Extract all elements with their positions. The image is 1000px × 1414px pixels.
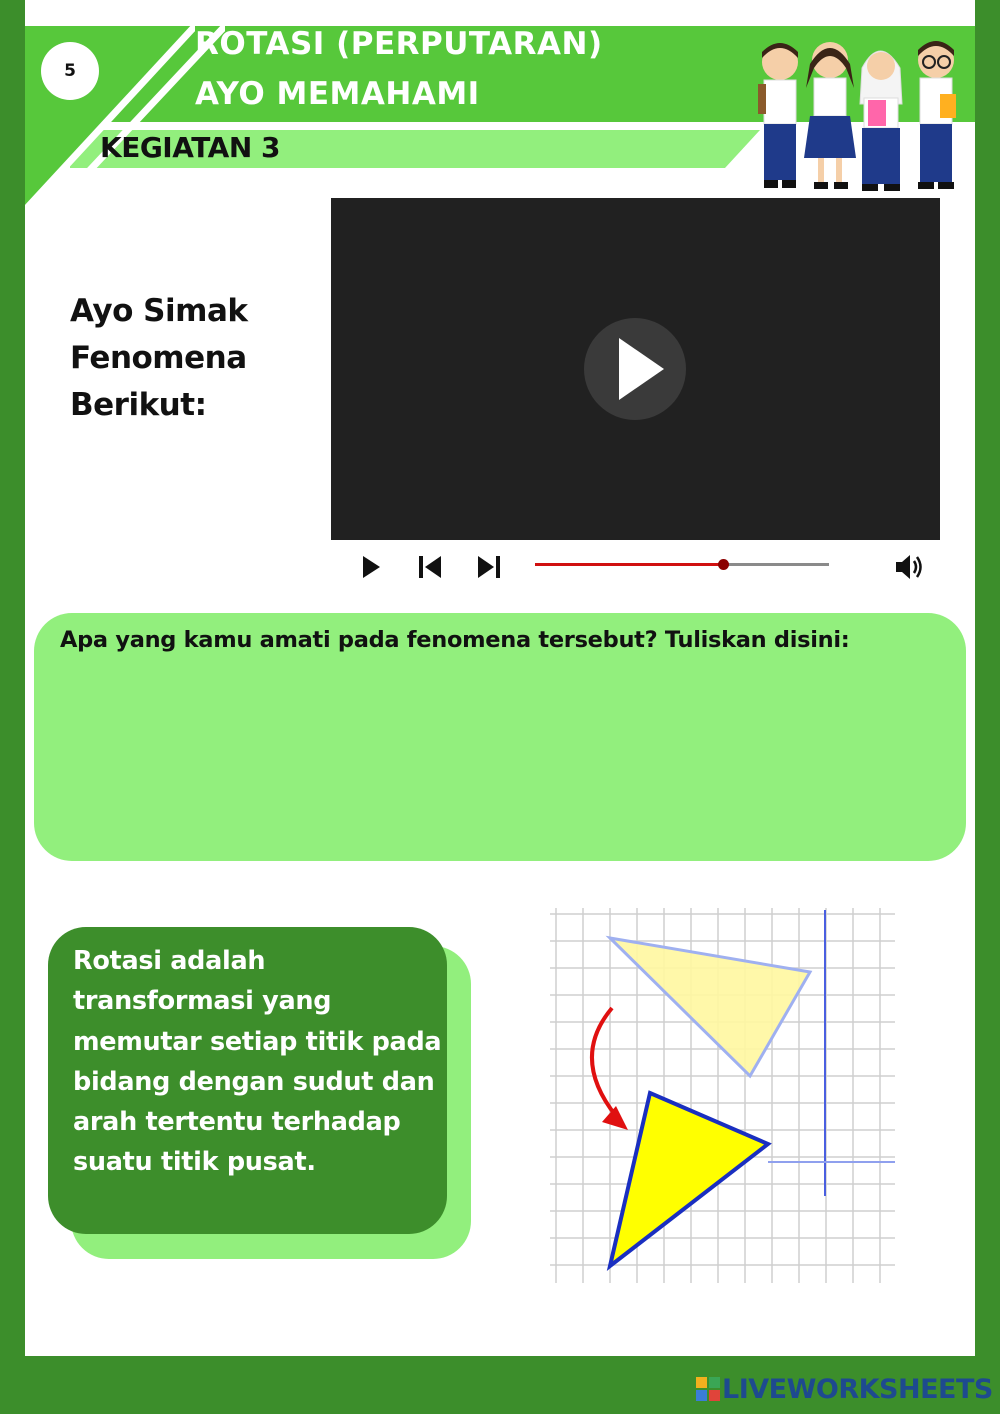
worksheet-page	[25, 0, 975, 1356]
intro-heading	[70, 288, 247, 429]
liveworksheets-brand: LIVEWORKSHEETS	[722, 1373, 993, 1405]
play-overlay-button[interactable]	[584, 318, 686, 420]
progress-remaining	[723, 563, 829, 566]
rotation-diagram	[550, 908, 895, 1283]
intro-line-1: Ayo Simak	[70, 293, 248, 329]
page-number-badge: 5	[41, 42, 99, 100]
liveworksheets-logo[interactable]	[696, 1373, 993, 1405]
progress-played	[535, 563, 723, 566]
definition-text: Rotasi adalah transformasi yang memutar setiap titik pada bidang dengan sudut dan arah tertentu terhadap suatu titik pusat.	[73, 946, 442, 1178]
skip-forward-button[interactable]	[474, 552, 504, 582]
original-triangle	[610, 938, 810, 1076]
answer-input[interactable]	[58, 669, 946, 845]
video-controls	[331, 540, 940, 592]
rotation-arrow	[592, 1008, 616, 1116]
page-subtitle: AYO MEMAHAMI	[195, 76, 480, 112]
page-title: ROTASI (PERPUTARAN)	[195, 26, 603, 62]
answer-box	[34, 613, 966, 861]
definition-card	[48, 927, 447, 1234]
question-text: Apa yang kamu amati pada fenomena tersebut? Tuliskan disini:	[60, 627, 850, 653]
volume-button[interactable]	[893, 552, 923, 582]
arrow-head-icon	[602, 1106, 628, 1130]
students-illustration	[750, 38, 970, 198]
activity-label: KEGIATAN 3	[100, 131, 280, 164]
intro-line-2: Fenomena	[70, 340, 247, 376]
play-icon	[584, 318, 686, 420]
liveworksheets-logo-icon	[696, 1377, 720, 1401]
video-player[interactable]	[331, 198, 940, 540]
skip-back-button[interactable]	[415, 552, 445, 582]
intro-line-3: Berikut:	[70, 387, 207, 423]
progress-handle[interactable]	[718, 559, 729, 570]
play-button[interactable]	[356, 552, 386, 582]
